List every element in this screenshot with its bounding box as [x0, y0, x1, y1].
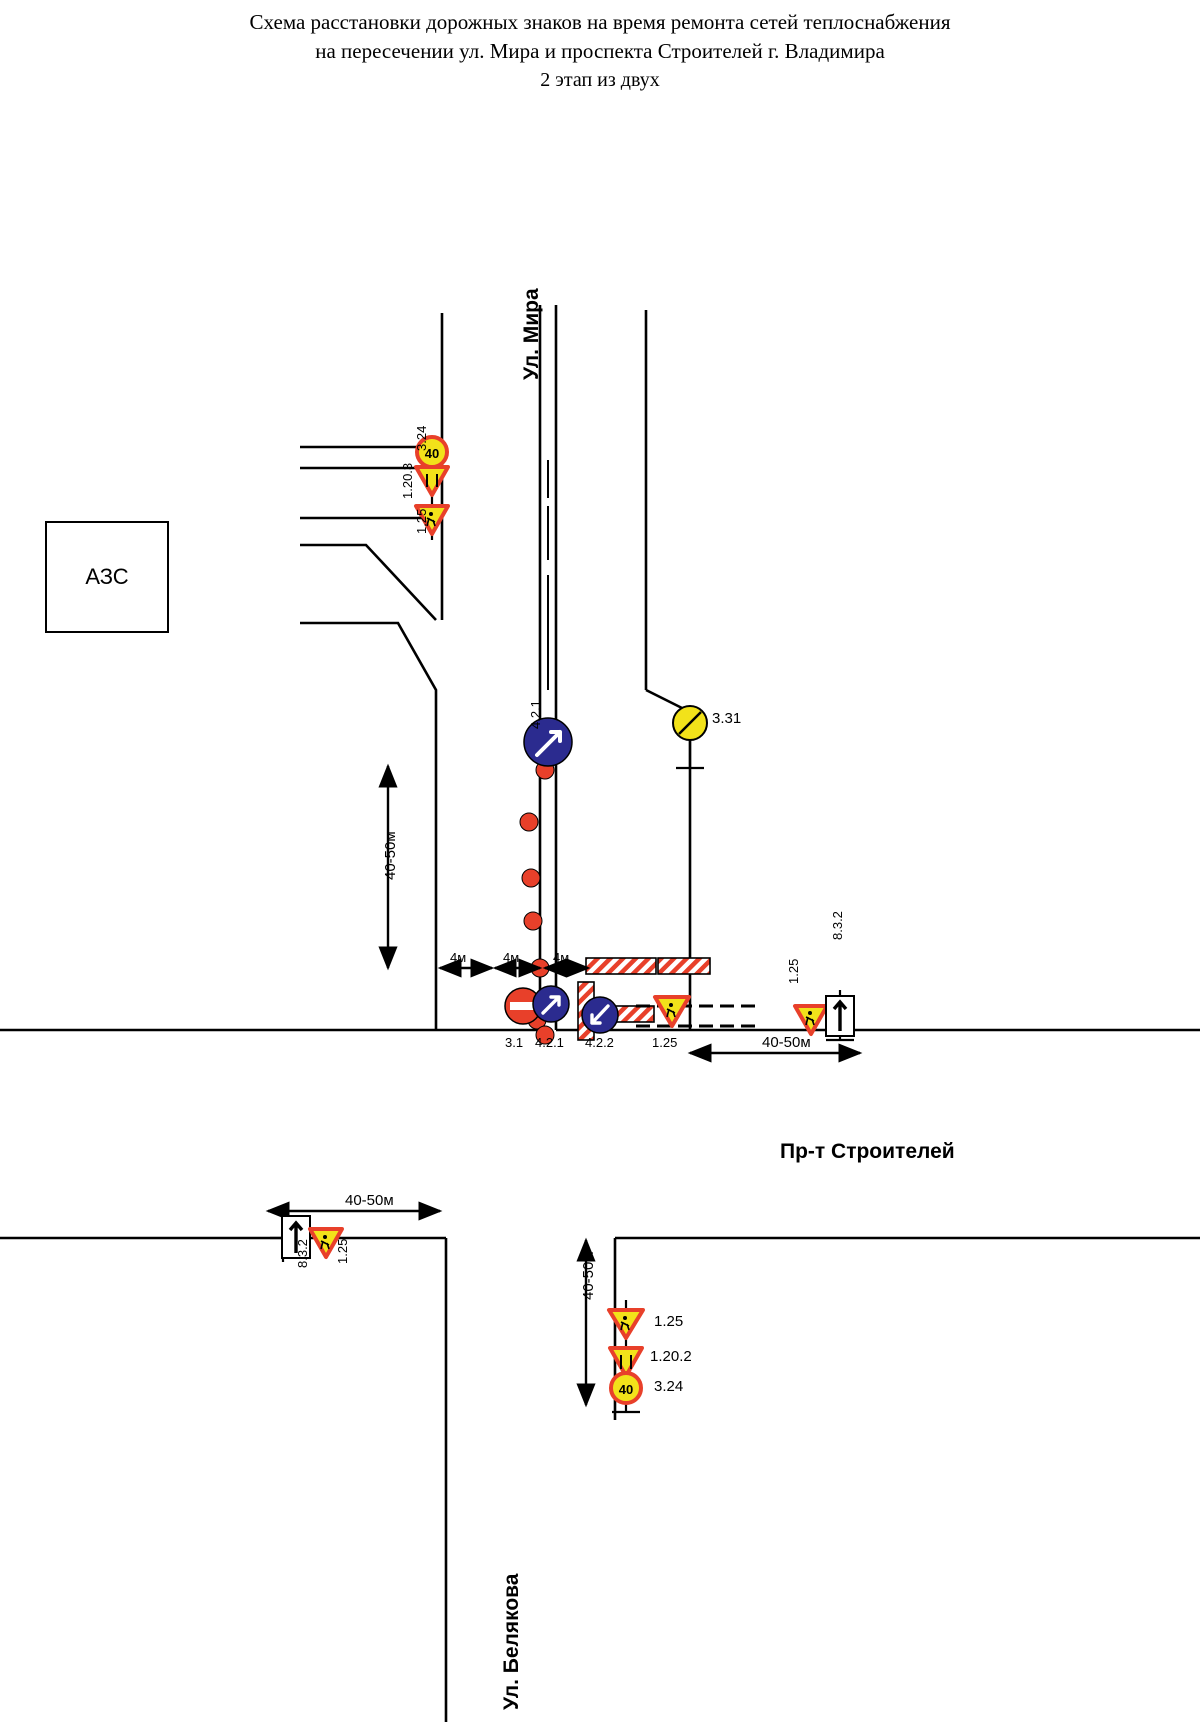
sign-4-2-1-intersection[interactable] [533, 986, 569, 1022]
street-label-ul-mira: Ул. Мира [520, 288, 543, 380]
sign-code-4-2-1-intersection: 4.2.1 [535, 1035, 564, 1050]
sign-code-3-24-south: 3.24 [654, 1378, 684, 1395]
sign-3-24-south[interactable] [611, 1373, 641, 1403]
street-label-prt-stroiteley: Пр-т Строителей [780, 1140, 955, 1163]
title-line-2: на пересечении ул. Мира и проспекта Строителей г. Владимира [315, 39, 885, 63]
sign-posts [270, 440, 854, 1412]
sign-code-3-31: 3.31 [712, 710, 742, 727]
sign-code-1-25-north: 1.25 [414, 508, 429, 534]
sign-code-1-25-intersection: 1.25 [652, 1035, 678, 1050]
svg-text:40: 40 [618, 1382, 634, 1397]
dim-label-4m-a: 4м [450, 950, 467, 965]
title-line-3: 2 этап из двух [540, 69, 660, 91]
svg-text:40: 40 [424, 446, 440, 461]
sign-3-31-light[interactable] [673, 706, 707, 740]
dim-label-4m-b: 4м [503, 950, 520, 965]
sign-code-1-20-2-south: 1.20.2 [650, 1348, 692, 1365]
sign-code-1-25-east: 1.25 [786, 958, 801, 984]
dim-label-right-horizontal: 40-50м [762, 1034, 811, 1051]
sign-code-3-24-north: 3.24 [414, 425, 429, 451]
sign-code-3-1: 3.1 [505, 1035, 524, 1050]
sign-8-3-2-east[interactable] [826, 996, 854, 1036]
street-label-ul-belyakova: Ул. Белякова [500, 1573, 523, 1710]
sign-code-4-2-1-mira: 4.2.1 [528, 700, 543, 729]
sign-code-8-3-2-west: 8.3.2 [295, 1239, 310, 1268]
sign-code-8-3-2-east: 8.3.2 [830, 911, 845, 940]
sign-code-1-25-south: 1.25 [654, 1313, 684, 1330]
sign-4-2-2-intersection[interactable] [582, 997, 618, 1033]
dimension-lines [268, 766, 860, 1405]
dim-label-4m-c: 4м [553, 950, 570, 965]
sign-code-4-2-2-intersection: 4.2.2 [585, 1035, 614, 1050]
sign-code-1-20-3-north: 1.20.3 [400, 462, 415, 499]
dim-label-bottom-right-vertical: 40-50м [580, 1251, 597, 1300]
building-azs-label: АЗС [85, 564, 129, 589]
dim-label-bottom-left: 40-50м [345, 1192, 394, 1209]
sign-1-25-intersection[interactable] [655, 997, 689, 1026]
sign-code-1-25-west: 1.25 [335, 1238, 350, 1264]
title-line-1: Схема расстановки дорожных знаков на время ремонта сетей теплоснабжения [249, 10, 951, 34]
building-azs [45, 521, 169, 633]
dim-label-left-vertical: 40-50м [382, 831, 399, 880]
